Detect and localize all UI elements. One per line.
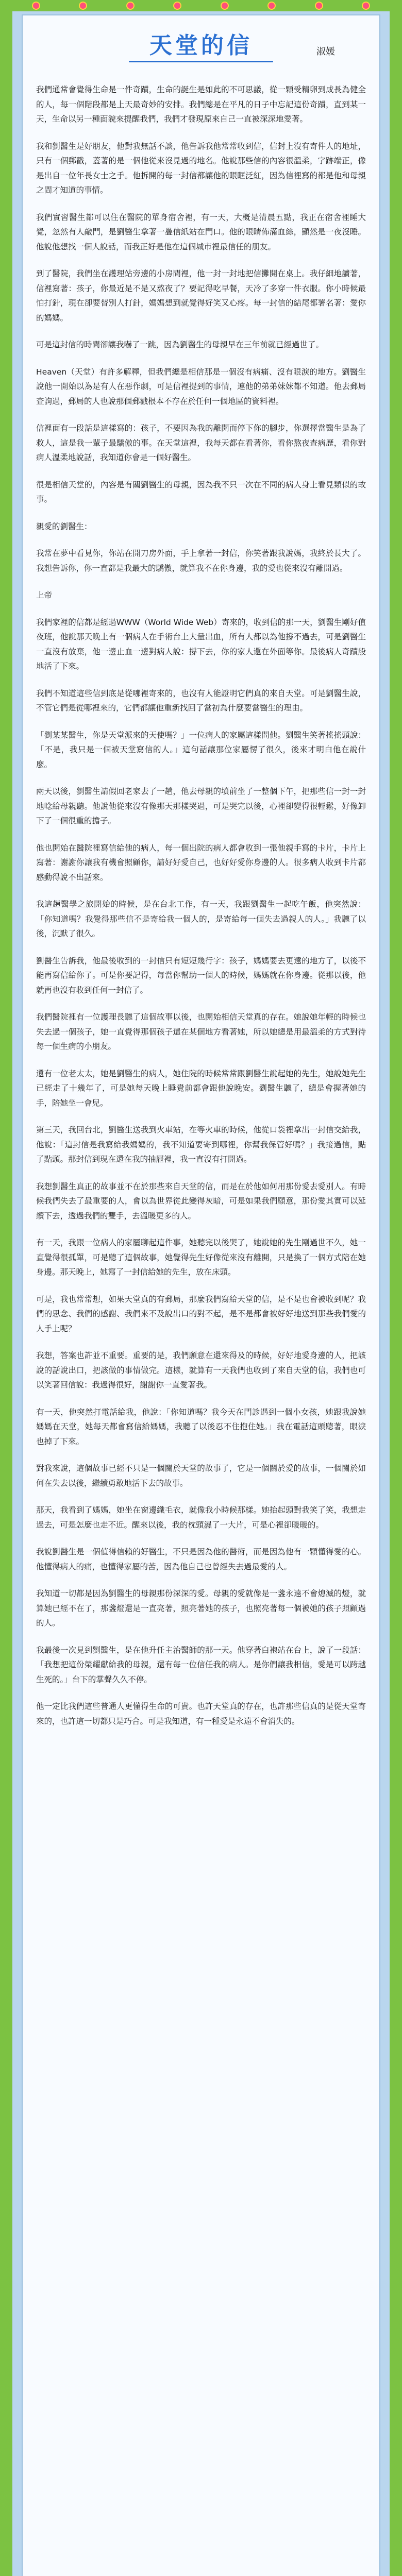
paragraph: 還有一位老太太，她是劉醫生的病人，她住院的時候常常跟劉醫生說起她的先生，她說她先生已經走了十幾年了，可是她每天晚上睡覺前都會跟他說晚安。劉醫生聽了，總是會握著她的手，陪她坐一會兒。 [36,1069,366,1108]
paragraph: 兩天以後，劉醫生請假回老家去了一趟，他去母親的墳前坐了一整個下午，把那些信一封一封地唸給母親聽。他說他從來沒有像那天那樣哭過，可是哭完以後，心裡卻變得很輕鬆，好像卸下了一個很重的擔子。 [36,787,366,825]
paragraph: 第三天，我回台北，劉醫生送我到火車站，在等火車的時候，他從口袋裡拿出一封信交給我，他說：「這封信是我寫給我媽媽的，我不知道要寄到哪裡，你幫我保管好嗎？」我接過信，點了點頭。那封信到現在還在我的抽屜裡，我一直沒有打開過。 [36,1125,366,1164]
paragraph: 我和劉醫生是好朋友，他對我無話不談，他告訴我他常常收到信，信封上沒有寄件人的地址，只有一個郵戳，蓋著的是一個他從來沒見過的地名。他說那些信的內容很溫柔，字跡端正，像是出自一位年長女士之手。他拆開的每一封信都讓他的眼眶泛紅，因為信裡寫的都是他和母親之間才知道的事情。 [36,141,366,195]
letter-body [36,82,366,1728]
letter-header [36,15,366,82]
paragraph: 我們通常會覺得生命是一件奇蹟，生命的誕生是如此的不可思議，從一顆受精卵到成長為健全的人，每一個階段都是上天最奇妙的安排。我們總是在平凡的日子中忘記這份奇蹟，直到某一天，生命以另一種面貌來提醒我們，我們才發現原來自己一直被深深地愛著。 [36,85,366,124]
paragraph: 他一定比我們這些普通人更懂得生命的可貴。也許天堂真的存在，也許那些信真的是從天堂寄來的，也許這一切都只是巧合。可是我知道，有一種愛是永遠不會消失的。 [36,1702,366,1726]
paragraph: 我想，答案也許並不重要。重要的是，我們願意在還來得及的時候，好好地愛身邊的人，把該說的話說出口，把該做的事情做完。這樣，就算有一天我們也收到了來自天堂的信，我們也可以笑著回信說：我過得很好，謝謝你一直愛著我。 [36,1351,366,1389]
paragraph: 可是這封信的時間卻讓我嚇了一跳，因為劉醫生的母親早在三年前就已經過世了。 [36,340,324,349]
paragraph: 對我來說，這個故事已經不只是一個關於天堂的故事了，它是一個關於愛的故事，一個關於如何在失去以後，繼續勇敢地活下去的故事。 [36,1464,366,1488]
paragraph: 我最後一次見到劉醫生，是在他升任主治醫師的那一天。他穿著白袍站在台上，說了一段話：「我想把這份榮耀獻給我的母親，還有每一位信任我的病人。是你們讓我相信，愛是可以跨越生死的。」台下的掌聲久久不停。 [36,1645,366,1684]
flower-icon [269,3,275,9]
paragraph: 有一天，他突然打電話給我，他說：「你知道嗎？我今天在門診遇到一個小女孩，她跟我說她媽媽在天堂，她每天都會寫信給媽媽，我聽了以後忍不住抱住她。」我在電話這頭聽著，眼淚也掉了下來。 [36,1407,366,1446]
paragraph: 我們不知道這些信到底是從哪裡寄來的，也沒有人能證明它們真的來自天堂。可是劉醫生說，不管它們是從哪裡來的，它們都讓他重新找回了當初為什麼要當醫生的理由。 [36,688,366,713]
paragraph: 我常在夢中看見你，你站在開刀房外面，手上拿著一封信，你笑著跟我說媽，我終於長大了。我想告訴你，你一直都是我最大的驕傲，就算我不在你身邊，我的愛也從來沒有離開過。 [36,549,366,573]
flower-decoration [12,0,390,11]
paragraph: 可是，我也常常想，如果天堂真的有郵局，那麼我們寫給天堂的信，是不是也會被收到呢？我們的思念、我們的感謝、我們來不及說出口的對不起，是不是都會被好好地送到那些我們愛的人手上呢？ [36,1294,366,1333]
paragraph: 親愛的劉醫生： [36,521,92,531]
paragraph: Heaven（天堂）有許多解釋，但我們總是相信那是一個沒有病痛、沒有眼淚的地方。劉醫生說他一開始以為是有人在惡作劇，可是信裡提到的事情，連他的弟弟妹妹都不知道。他去郵局查詢過，郵局的人也說那個郵戳根本不存在於任何一個地區的資料裡。 [36,367,366,406]
flower-icon [33,3,39,9]
flower-icon [363,3,369,9]
flower-icon [316,3,322,9]
paragraph: 我們家裡的信都是經過WWW（World Wide Web）寄來的，收到信的那一天，劉醫生剛好值夜班，他說那天晚上有一個病人在手術台上大量出血，所有人都以為他撐不過去，可是劉醫生一直沒有放棄，他一邊止血一邊對病人說：撐下去，你的家人還在外面等你。最後病人奇蹟般地活了下來。 [36,617,366,671]
paragraph: 「劉某某醫生，你是天堂派來的天使嗎？」一位病人的家屬這樣問他。劉醫生笑著搖搖頭說：「不是，我只是一個被天堂寫信的人。」這句話讓那位家屬愣了很久，後來才明白他在說什麼。 [36,730,366,769]
paragraph: 我知道一切都是因為劉醫生的母親那份深深的愛。母親的愛就像是一盞永遠不會熄滅的燈，就算她已經不在了，那盞燈還是一直亮著，照亮著她的孩子，也照亮著每一個被她的孩子照顧過的人。 [36,1589,366,1628]
paragraph: 我想劉醫生真正的故事並不在於那些來自天堂的信，而是在於他如何用那份愛去愛別人。有時候我們失去了最重要的人，會以為世界從此變得灰暗，可是如果我們願意，那份愛其實可以延續下去，透過我們的雙手，去溫暖更多的人。 [36,1181,366,1221]
letter-paper [22,14,380,2576]
paragraph: 到了醫院，我們坐在護理站旁邊的小房間裡，他一封一封地把信攤開在桌上。我仔細地讀著，信裡寫著：孩子，你最近是不是又熬夜了？要記得吃早餐，天冷了多穿一件衣服。你小時候最怕打針，現在卻要替別人打針，媽媽想到就覺得好笑又心疼。每一封信的結尾都署名著：愛你的媽媽。 [36,269,366,323]
paragraph: 信裡面有一段話是這樣寫的：孩子，不要因為我的離開而停下你的腳步，你選擇當醫生是為了救人，這是我一輩子最驕傲的事。在天堂這裡，我每天都在看著你，看你熬夜查病歷，看你對病人溫柔地說話，我知道你會是一個好醫生。 [36,423,366,462]
paragraph: 我這趟醫學之旅開始的時候，是在台北工作，有一天，我跟劉醫生一起吃午飯，他突然說：「你知道嗎？我覺得那些信不是寄給我一個人的，是寄給每一個失去過親人的人。」我聽了以後，沉默了很久。 [36,900,366,938]
paragraph: 我們實習醫生都可以住在醫院的單身宿舍裡，有一天，大概是清晨五點，我正在宿舍裡睡大覺，忽然有人敲門，是劉醫生拿著一疊信紙站在門口。他的眼睛佈滿血絲，顯然是一夜沒睡。他說他想找一個人說話，而我正好是他在這個城市裡最信任的朋友。 [36,212,366,251]
flower-icon [127,3,133,9]
paragraph: 我說劉醫生是一個值得信賴的好醫生，不只是因為他的醫術，而是因為他有一顆懂得愛的心。他懂得病人的痛，也懂得家屬的苦，因為他自己也曾經失去過最愛的人。 [36,1547,366,1571]
paragraph: 有一天，我跟一位病人的家屬聊起這件事，她聽完以後哭了，她說她的先生剛過世不久，她一直覺得很孤單，可是聽了這個故事，她覺得先生好像從來沒有離開，只是換了一個方式陪在她身邊。那天晚上，她寫了一封信給她的先生，放在床頭。 [36,1238,366,1277]
flower-icon [80,3,86,9]
flower-icon [174,3,180,9]
paragraph: 那天，我看到了媽媽，她坐在窗邊織毛衣，就像我小時候那樣。她抬起頭對我笑了笑，我想走過去，可是怎麼也走不近。醒來以後，我的枕頭濕了一大片，可是心裡卻暖暖的。 [36,1505,366,1530]
paragraph: 上帝 [36,590,53,600]
flower-icon [222,3,228,9]
page-title: 天堂的信 [149,32,253,59]
paragraph: 很是相信天堂的，內容是有關劉醫生的母親，因為我不只一次在不同的病人身上看見類似的故事。 [36,480,366,504]
paragraph: 我們醫院裡有一位護理長聽了這個故事以後，也開始相信天堂真的存在。她說她年輕的時候也失去過一個孩子，她一直覺得那個孩子還在某個地方看著她，所以她總是用最溫柔的方式對待每一個生病的小朋友。 [36,1012,366,1051]
author-name: 淑媛 [316,46,335,57]
paragraph: 他也開始在醫院裡寫信給他的病人，每一個出院的病人都會收到一張他親手寫的卡片，卡片上寫著：謝謝你讓我有機會照顧你，請好好愛自己，也好好愛你身邊的人。很多病人收到卡片都感動得說不出話來。 [36,843,366,882]
title-underline [129,61,273,62]
paragraph: 劉醫生告訴我，他最後收到的一封信只有短短幾行字：孩子，媽媽要去更遠的地方了，以後不能再寫信給你了。可是你要記得，每當你幫助一個人的時候，媽媽就在你身邊。從那以後，他就再也沒有收到任何一封信了。 [36,956,366,995]
